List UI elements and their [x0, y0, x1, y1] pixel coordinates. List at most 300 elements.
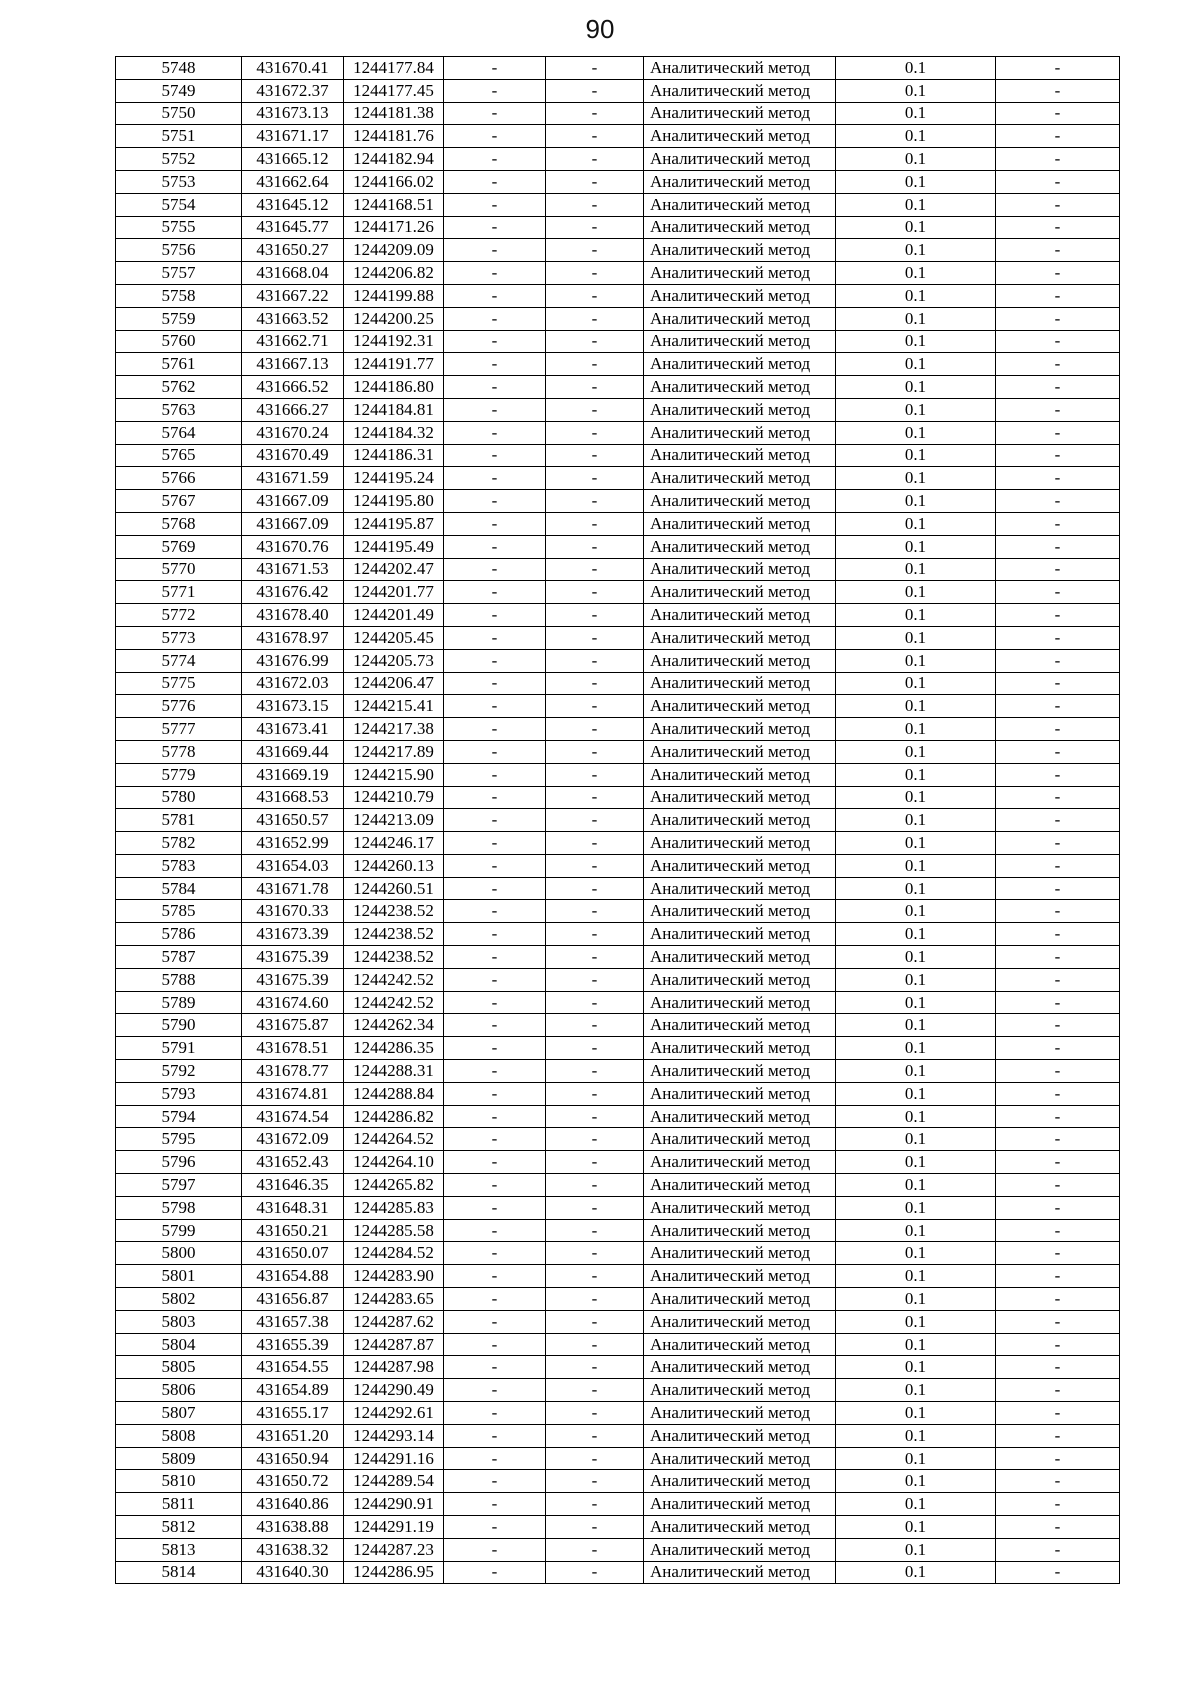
table-row [116, 832, 1120, 855]
dash-cell: - [444, 398, 546, 421]
accuracy-cell: 0.1 [836, 398, 996, 421]
method-cell: Аналитический метод [644, 1356, 836, 1379]
dash-cell: - [546, 1470, 644, 1493]
x-coordinate-cell: 431645.12 [242, 193, 344, 216]
dash-cell: - [996, 1538, 1120, 1561]
accuracy-cell: 0.1 [836, 79, 996, 102]
method-cell: Аналитический метод [644, 604, 836, 627]
dash-cell: - [444, 1014, 546, 1037]
dash-cell: - [996, 148, 1120, 171]
dash-cell: - [546, 148, 644, 171]
accuracy-cell: 0.1 [836, 535, 996, 558]
x-coordinate-cell: 431654.03 [242, 854, 344, 877]
accuracy-cell: 0.1 [836, 1333, 996, 1356]
point-number-cell: 5779 [116, 763, 242, 786]
dash-cell: - [444, 1174, 546, 1197]
dash-cell: - [996, 946, 1120, 969]
accuracy-cell: 0.1 [836, 239, 996, 262]
dash-cell: - [444, 809, 546, 832]
table-row [116, 421, 1120, 444]
method-cell: Аналитический метод [644, 854, 836, 877]
y-coordinate-cell: 1244260.13 [344, 854, 444, 877]
accuracy-cell: 0.1 [836, 558, 996, 581]
dash-cell: - [546, 968, 644, 991]
dash-cell: - [546, 1105, 644, 1128]
point-number-cell: 5800 [116, 1242, 242, 1265]
y-coordinate-cell: 1244186.80 [344, 376, 444, 399]
accuracy-cell: 0.1 [836, 786, 996, 809]
dash-cell: - [444, 1447, 546, 1470]
table-row [116, 1424, 1120, 1447]
point-number-cell: 5788 [116, 968, 242, 991]
point-number-cell: 5796 [116, 1151, 242, 1174]
point-number-cell: 5750 [116, 102, 242, 125]
dash-cell: - [444, 1265, 546, 1288]
table-row [116, 946, 1120, 969]
point-number-cell: 5754 [116, 193, 242, 216]
dash-cell: - [444, 1219, 546, 1242]
x-coordinate-cell: 431645.77 [242, 216, 344, 239]
y-coordinate-cell: 1244264.10 [344, 1151, 444, 1174]
method-cell: Аналитический метод [644, 1288, 836, 1311]
y-coordinate-cell: 1244199.88 [344, 284, 444, 307]
accuracy-cell: 0.1 [836, 1470, 996, 1493]
dash-cell: - [444, 558, 546, 581]
dash-cell: - [546, 1151, 644, 1174]
point-number-cell: 5769 [116, 535, 242, 558]
table-body [116, 57, 1120, 1584]
method-cell: Аналитический метод [644, 1493, 836, 1516]
accuracy-cell: 0.1 [836, 307, 996, 330]
dash-cell: - [546, 1082, 644, 1105]
dash-cell: - [444, 170, 546, 193]
point-number-cell: 5806 [116, 1379, 242, 1402]
dash-cell: - [546, 330, 644, 353]
table-row [116, 467, 1120, 490]
point-number-cell: 5812 [116, 1516, 242, 1539]
dash-cell: - [546, 1037, 644, 1060]
accuracy-cell: 0.1 [836, 490, 996, 513]
y-coordinate-cell: 1244238.52 [344, 923, 444, 946]
dash-cell: - [444, 604, 546, 627]
accuracy-cell: 0.1 [836, 512, 996, 535]
dash-cell: - [444, 1242, 546, 1265]
x-coordinate-cell: 431667.09 [242, 490, 344, 513]
dash-cell: - [546, 1128, 644, 1151]
dash-cell: - [444, 1151, 546, 1174]
method-cell: Аналитический метод [644, 353, 836, 376]
accuracy-cell: 0.1 [836, 1447, 996, 1470]
x-coordinate-cell: 431650.57 [242, 809, 344, 832]
y-coordinate-cell: 1244186.31 [344, 444, 444, 467]
x-coordinate-cell: 431670.49 [242, 444, 344, 467]
dash-cell: - [996, 968, 1120, 991]
dash-cell: - [546, 740, 644, 763]
point-number-cell: 5787 [116, 946, 242, 969]
dash-cell: - [996, 1493, 1120, 1516]
dash-cell: - [996, 649, 1120, 672]
dash-cell: - [546, 809, 644, 832]
table-row [116, 57, 1120, 80]
x-coordinate-cell: 431655.17 [242, 1402, 344, 1425]
dash-cell: - [996, 626, 1120, 649]
point-number-cell: 5807 [116, 1402, 242, 1425]
table-row [116, 1151, 1120, 1174]
method-cell: Аналитический метод [644, 193, 836, 216]
accuracy-cell: 0.1 [836, 672, 996, 695]
y-coordinate-cell: 1244215.90 [344, 763, 444, 786]
accuracy-cell: 0.1 [836, 57, 996, 80]
accuracy-cell: 0.1 [836, 1219, 996, 1242]
x-coordinate-cell: 431671.78 [242, 877, 344, 900]
page-number: 90 [585, 14, 615, 44]
x-coordinate-cell: 431673.39 [242, 923, 344, 946]
table-row [116, 763, 1120, 786]
y-coordinate-cell: 1244171.26 [344, 216, 444, 239]
dash-cell: - [546, 604, 644, 627]
y-coordinate-cell: 1244290.49 [344, 1379, 444, 1402]
method-cell: Аналитический метод [644, 1242, 836, 1265]
table-row [116, 695, 1120, 718]
dash-cell: - [546, 57, 644, 80]
table-row [116, 398, 1120, 421]
x-coordinate-cell: 431675.39 [242, 946, 344, 969]
dash-cell: - [996, 421, 1120, 444]
method-cell: Аналитический метод [644, 672, 836, 695]
dash-cell: - [996, 1470, 1120, 1493]
x-coordinate-cell: 431646.35 [242, 1174, 344, 1197]
table-row [116, 877, 1120, 900]
dash-cell: - [996, 170, 1120, 193]
table-row [116, 1037, 1120, 1060]
dash-cell: - [444, 262, 546, 285]
dash-cell: - [444, 1356, 546, 1379]
y-coordinate-cell: 1244242.52 [344, 968, 444, 991]
dash-cell: - [444, 125, 546, 148]
dash-cell: - [996, 512, 1120, 535]
method-cell: Аналитический метод [644, 216, 836, 239]
dash-cell: - [546, 1447, 644, 1470]
dash-cell: - [444, 193, 546, 216]
dash-cell: - [996, 1060, 1120, 1083]
point-number-cell: 5758 [116, 284, 242, 307]
point-number-cell: 5790 [116, 1014, 242, 1037]
dash-cell: - [444, 1379, 546, 1402]
method-cell: Аналитический метод [644, 125, 836, 148]
y-coordinate-cell: 1244195.24 [344, 467, 444, 490]
point-number-cell: 5802 [116, 1288, 242, 1311]
x-coordinate-cell: 431668.04 [242, 262, 344, 285]
y-coordinate-cell: 1244184.81 [344, 398, 444, 421]
x-coordinate-cell: 431671.17 [242, 125, 344, 148]
point-number-cell: 5763 [116, 398, 242, 421]
x-coordinate-cell: 431654.55 [242, 1356, 344, 1379]
accuracy-cell: 0.1 [836, 1516, 996, 1539]
y-coordinate-cell: 1244265.82 [344, 1174, 444, 1197]
dash-cell: - [996, 1288, 1120, 1311]
table-row [116, 558, 1120, 581]
dash-cell: - [444, 490, 546, 513]
point-number-cell: 5753 [116, 170, 242, 193]
accuracy-cell: 0.1 [836, 125, 996, 148]
point-number-cell: 5811 [116, 1493, 242, 1516]
y-coordinate-cell: 1244293.14 [344, 1424, 444, 1447]
table-row [116, 1402, 1120, 1425]
dash-cell: - [996, 854, 1120, 877]
method-cell: Аналитический метод [644, 1310, 836, 1333]
accuracy-cell: 0.1 [836, 1174, 996, 1197]
table-row [116, 991, 1120, 1014]
y-coordinate-cell: 1244283.65 [344, 1288, 444, 1311]
point-number-cell: 5791 [116, 1037, 242, 1060]
method-cell: Аналитический метод [644, 877, 836, 900]
method-cell: Аналитический метод [644, 1128, 836, 1151]
table-row [116, 581, 1120, 604]
dash-cell: - [444, 239, 546, 262]
dash-cell: - [444, 284, 546, 307]
method-cell: Аналитический метод [644, 1402, 836, 1425]
table-row [116, 512, 1120, 535]
table-row [116, 1060, 1120, 1083]
dash-cell: - [444, 1402, 546, 1425]
x-coordinate-cell: 431678.51 [242, 1037, 344, 1060]
dash-cell: - [546, 102, 644, 125]
method-cell: Аналитический метод [644, 991, 836, 1014]
dash-cell: - [546, 1356, 644, 1379]
dash-cell: - [996, 1082, 1120, 1105]
point-number-cell: 5783 [116, 854, 242, 877]
method-cell: Аналитический метод [644, 1379, 836, 1402]
dash-cell: - [444, 740, 546, 763]
table-row [116, 1265, 1120, 1288]
table-row [116, 1128, 1120, 1151]
accuracy-cell: 0.1 [836, 1082, 996, 1105]
point-number-cell: 5774 [116, 649, 242, 672]
method-cell: Аналитический метод [644, 558, 836, 581]
point-number-cell: 5795 [116, 1128, 242, 1151]
dash-cell: - [444, 626, 546, 649]
accuracy-cell: 0.1 [836, 695, 996, 718]
method-cell: Аналитический метод [644, 490, 836, 513]
accuracy-cell: 0.1 [836, 581, 996, 604]
point-number-cell: 5759 [116, 307, 242, 330]
table-row [116, 307, 1120, 330]
table-row [116, 1174, 1120, 1197]
y-coordinate-cell: 1244260.51 [344, 877, 444, 900]
table-row [116, 672, 1120, 695]
table-row [116, 284, 1120, 307]
dash-cell: - [546, 444, 644, 467]
table-row [116, 1105, 1120, 1128]
dash-cell: - [546, 1174, 644, 1197]
accuracy-cell: 0.1 [836, 1561, 996, 1584]
point-number-cell: 5813 [116, 1538, 242, 1561]
dash-cell: - [996, 877, 1120, 900]
dash-cell: - [996, 740, 1120, 763]
dash-cell: - [996, 1447, 1120, 1470]
accuracy-cell: 0.1 [836, 216, 996, 239]
y-coordinate-cell: 1244184.32 [344, 421, 444, 444]
dash-cell: - [996, 581, 1120, 604]
x-coordinate-cell: 431638.32 [242, 1538, 344, 1561]
dash-cell: - [546, 1014, 644, 1037]
y-coordinate-cell: 1244289.54 [344, 1470, 444, 1493]
dash-cell: - [996, 262, 1120, 285]
method-cell: Аналитический метод [644, 649, 836, 672]
dash-cell: - [444, 991, 546, 1014]
dash-cell: - [996, 991, 1120, 1014]
method-cell: Аналитический метод [644, 467, 836, 490]
method-cell: Аналитический метод [644, 923, 836, 946]
dash-cell: - [546, 490, 644, 513]
x-coordinate-cell: 431652.43 [242, 1151, 344, 1174]
x-coordinate-cell: 431678.40 [242, 604, 344, 627]
y-coordinate-cell: 1244195.80 [344, 490, 444, 513]
dash-cell: - [444, 581, 546, 604]
x-coordinate-cell: 431672.03 [242, 672, 344, 695]
dash-cell: - [546, 649, 644, 672]
y-coordinate-cell: 1244205.73 [344, 649, 444, 672]
table-row [116, 1493, 1120, 1516]
point-number-cell: 5767 [116, 490, 242, 513]
accuracy-cell: 0.1 [836, 877, 996, 900]
y-coordinate-cell: 1244206.82 [344, 262, 444, 285]
table-row [116, 604, 1120, 627]
y-coordinate-cell: 1244209.09 [344, 239, 444, 262]
accuracy-cell: 0.1 [836, 284, 996, 307]
dash-cell: - [546, 1310, 644, 1333]
dash-cell: - [546, 239, 644, 262]
y-coordinate-cell: 1244285.58 [344, 1219, 444, 1242]
table-row [116, 102, 1120, 125]
dash-cell: - [444, 649, 546, 672]
x-coordinate-cell: 431648.31 [242, 1196, 344, 1219]
accuracy-cell: 0.1 [836, 1288, 996, 1311]
table-row [116, 444, 1120, 467]
dash-cell: - [444, 1288, 546, 1311]
table-row [116, 968, 1120, 991]
point-number-cell: 5809 [116, 1447, 242, 1470]
table-row [116, 786, 1120, 809]
dash-cell: - [546, 1561, 644, 1584]
method-cell: Аналитический метод [644, 284, 836, 307]
dash-cell: - [546, 512, 644, 535]
point-number-cell: 5776 [116, 695, 242, 718]
dash-cell: - [996, 1310, 1120, 1333]
dash-cell: - [996, 1356, 1120, 1379]
accuracy-cell: 0.1 [836, 923, 996, 946]
point-number-cell: 5773 [116, 626, 242, 649]
dash-cell: - [546, 581, 644, 604]
dash-cell: - [546, 353, 644, 376]
dash-cell: - [444, 1128, 546, 1151]
dash-cell: - [444, 330, 546, 353]
dash-cell: - [546, 170, 644, 193]
method-cell: Аналитический метод [644, 1037, 836, 1060]
dash-cell: - [996, 604, 1120, 627]
y-coordinate-cell: 1244210.79 [344, 786, 444, 809]
y-coordinate-cell: 1244287.87 [344, 1333, 444, 1356]
dash-cell: - [546, 1242, 644, 1265]
accuracy-cell: 0.1 [836, 854, 996, 877]
dash-cell: - [444, 57, 546, 80]
point-number-cell: 5793 [116, 1082, 242, 1105]
y-coordinate-cell: 1244286.35 [344, 1037, 444, 1060]
dash-cell: - [546, 854, 644, 877]
method-cell: Аналитический метод [644, 239, 836, 262]
dash-cell: - [996, 193, 1120, 216]
point-number-cell: 5781 [116, 809, 242, 832]
accuracy-cell: 0.1 [836, 421, 996, 444]
accuracy-cell: 0.1 [836, 1310, 996, 1333]
method-cell: Аналитический метод [644, 1060, 836, 1083]
table-row [116, 1447, 1120, 1470]
method-cell: Аналитический метод [644, 1082, 836, 1105]
x-coordinate-cell: 431670.76 [242, 535, 344, 558]
method-cell: Аналитический метод [644, 1105, 836, 1128]
point-number-cell: 5770 [116, 558, 242, 581]
method-cell: Аналитический метод [644, 626, 836, 649]
y-coordinate-cell: 1244291.16 [344, 1447, 444, 1470]
dash-cell: - [444, 1424, 546, 1447]
method-cell: Аналитический метод [644, 148, 836, 171]
dash-cell: - [996, 398, 1120, 421]
method-cell: Аналитический метод [644, 307, 836, 330]
table-row [116, 376, 1120, 399]
point-number-cell: 5766 [116, 467, 242, 490]
point-number-cell: 5780 [116, 786, 242, 809]
y-coordinate-cell: 1244286.95 [344, 1561, 444, 1584]
y-coordinate-cell: 1244217.38 [344, 718, 444, 741]
accuracy-cell: 0.1 [836, 467, 996, 490]
dash-cell: - [546, 946, 644, 969]
dash-cell: - [444, 1333, 546, 1356]
method-cell: Аналитический метод [644, 398, 836, 421]
dash-cell: - [546, 421, 644, 444]
accuracy-cell: 0.1 [836, 1356, 996, 1379]
method-cell: Аналитический метод [644, 1219, 836, 1242]
y-coordinate-cell: 1244177.45 [344, 79, 444, 102]
accuracy-cell: 0.1 [836, 1538, 996, 1561]
x-coordinate-cell: 431650.94 [242, 1447, 344, 1470]
accuracy-cell: 0.1 [836, 1265, 996, 1288]
table-row [116, 1014, 1120, 1037]
point-number-cell: 5778 [116, 740, 242, 763]
y-coordinate-cell: 1244284.52 [344, 1242, 444, 1265]
y-coordinate-cell: 1244242.52 [344, 991, 444, 1014]
accuracy-cell: 0.1 [836, 376, 996, 399]
point-number-cell: 5814 [116, 1561, 242, 1584]
dash-cell: - [444, 444, 546, 467]
y-coordinate-cell: 1244288.84 [344, 1082, 444, 1105]
dash-cell: - [996, 1014, 1120, 1037]
point-number-cell: 5786 [116, 923, 242, 946]
dash-cell: - [444, 1060, 546, 1083]
dash-cell: - [996, 284, 1120, 307]
method-cell: Аналитический метод [644, 809, 836, 832]
method-cell: Аналитический метод [644, 946, 836, 969]
accuracy-cell: 0.1 [836, 1128, 996, 1151]
table-row [116, 718, 1120, 741]
dash-cell: - [546, 284, 644, 307]
dash-cell: - [546, 695, 644, 718]
accuracy-cell: 0.1 [836, 1242, 996, 1265]
dash-cell: - [996, 695, 1120, 718]
point-number-cell: 5756 [116, 239, 242, 262]
x-coordinate-cell: 431672.09 [242, 1128, 344, 1151]
dash-cell: - [546, 1219, 644, 1242]
table-row [116, 1288, 1120, 1311]
